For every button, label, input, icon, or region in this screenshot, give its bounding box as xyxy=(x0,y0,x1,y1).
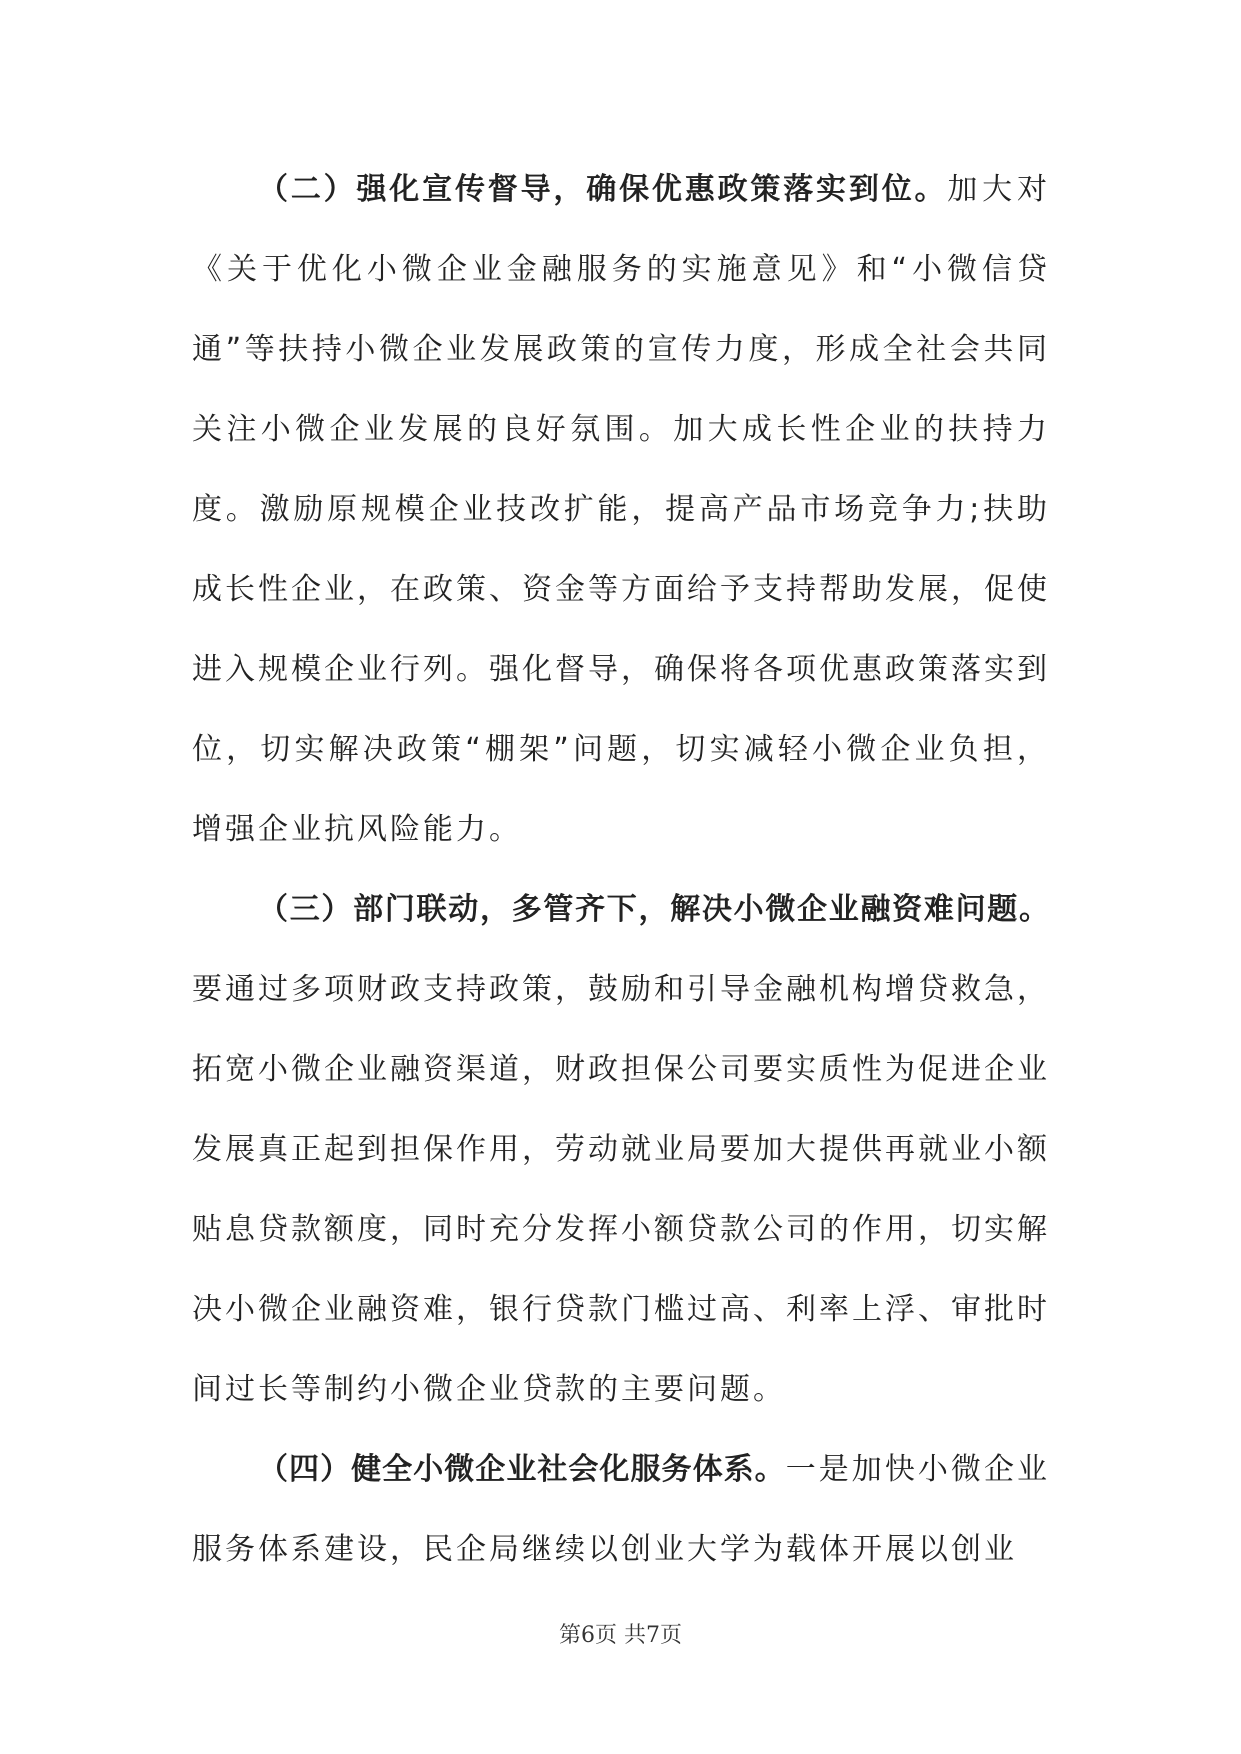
section-text-4: 一是加快小微企业服务体系建设，民企局继续以创业大学为载体开展以创业 xyxy=(192,1452,1051,1567)
paragraph-section-3 xyxy=(192,870,1050,1430)
section-heading-3: （三）部门联动，多管齐下，解决小微企业融资难问题。 xyxy=(258,892,1050,927)
document-body xyxy=(192,150,1050,1590)
section-heading-2: （二）强化宣传督导，确保优惠政策落实到位。 xyxy=(258,172,948,207)
section-text-3: 要通过多项财政支持政策，鼓励和引导金融机构增贷救急，拓宽小微企业融资渠道，财政担保公司要实质性为促进企业发展真正起到担保作用，劳动就业局要加大提供再就业小额贴息贷款额度，同时充分发挥小额贷款公司的作用，切实解决小微企业融资难，银行贷款门槛过高、利率上浮、审批时间过长等制约小微企业贷款的主要问题。 xyxy=(192,972,1050,1407)
page-number-footer: 第6页 共7页 xyxy=(559,1623,682,1648)
paragraph-section-2 xyxy=(192,150,1050,870)
paragraph-section-4 xyxy=(192,1430,1050,1590)
section-text-2: 加大对《关于优化小微企业金融服务的实施意见》和“小微信贷通”等扶持小微企业发展政策的宣传力度，形成全社会共同关注小微企业发展的良好氛围。加大成长性企业的扶持力度。激励原规模企业技改扩能，提高产品市场竞争力;扶助成长性企业，在政策、资金等方面给予支持帮助发展，促使进入规模企业行列。强化督导，确保将各项优惠政策落实到位，切实解决政策“棚架”问题，切实减轻小微企业负担，增强企业抗风险能力。 xyxy=(192,172,1051,847)
section-heading-4: （四）健全小微企业社会化服务体系。 xyxy=(258,1452,786,1487)
